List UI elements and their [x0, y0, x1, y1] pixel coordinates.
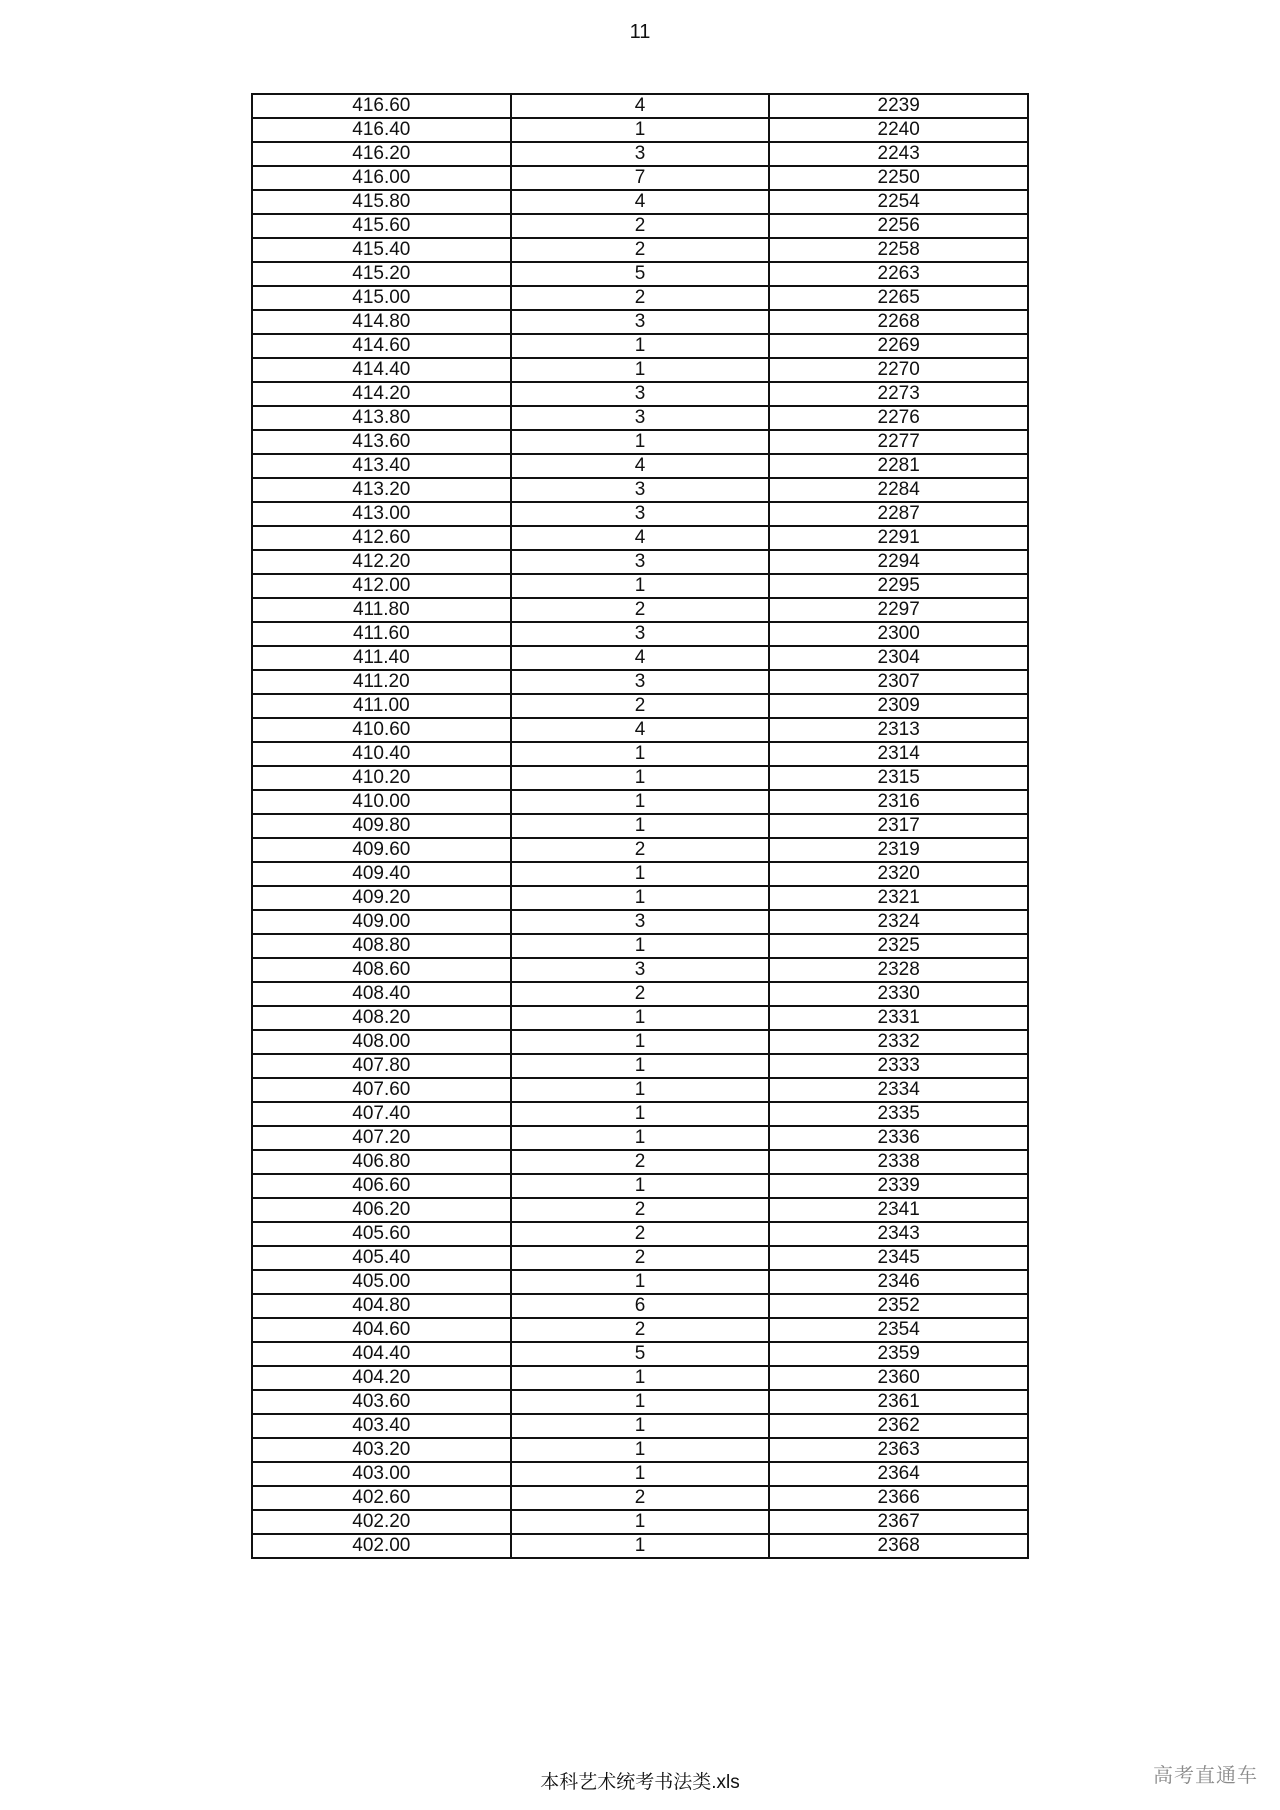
cumulative-cell: 2330	[769, 982, 1028, 1006]
score-cell: 412.00	[252, 574, 511, 598]
score-cell: 406.60	[252, 1174, 511, 1198]
score-cell: 416.20	[252, 142, 511, 166]
cumulative-cell: 2254	[769, 190, 1028, 214]
count-cell: 4	[511, 94, 770, 118]
count-cell: 1	[511, 814, 770, 838]
count-cell: 1	[511, 1534, 770, 1558]
table-row	[252, 982, 1028, 1006]
count-cell: 1	[511, 334, 770, 358]
score-cell: 402.20	[252, 1510, 511, 1534]
count-cell: 1	[511, 790, 770, 814]
table-row	[252, 142, 1028, 166]
cumulative-cell: 2338	[769, 1150, 1028, 1174]
table-row	[252, 694, 1028, 718]
table-row	[252, 622, 1028, 646]
score-cell: 409.20	[252, 886, 511, 910]
count-cell: 1	[511, 1054, 770, 1078]
score-cell: 404.60	[252, 1318, 511, 1342]
table-row	[252, 238, 1028, 262]
count-cell: 1	[511, 1078, 770, 1102]
table-row	[252, 166, 1028, 190]
cumulative-cell: 2276	[769, 406, 1028, 430]
count-cell: 2	[511, 838, 770, 862]
count-cell: 1	[511, 1414, 770, 1438]
score-cell: 415.80	[252, 190, 511, 214]
count-cell: 3	[511, 142, 770, 166]
count-cell: 3	[511, 502, 770, 526]
score-cell: 411.40	[252, 646, 511, 670]
count-cell: 1	[511, 574, 770, 598]
cumulative-cell: 2273	[769, 382, 1028, 406]
table-row	[252, 1414, 1028, 1438]
table-row	[252, 910, 1028, 934]
count-cell: 1	[511, 1462, 770, 1486]
table-row	[252, 1174, 1028, 1198]
score-cell: 408.80	[252, 934, 511, 958]
count-cell: 1	[511, 1030, 770, 1054]
count-cell: 4	[511, 718, 770, 742]
count-cell: 4	[511, 190, 770, 214]
score-cell: 415.00	[252, 286, 511, 310]
score-cell: 411.80	[252, 598, 511, 622]
score-cell: 411.20	[252, 670, 511, 694]
table-row	[252, 190, 1028, 214]
table-row	[252, 958, 1028, 982]
table-row	[252, 1462, 1028, 1486]
cumulative-cell: 2256	[769, 214, 1028, 238]
count-cell: 3	[511, 310, 770, 334]
table-row	[252, 430, 1028, 454]
cumulative-cell: 2304	[769, 646, 1028, 670]
cumulative-cell: 2367	[769, 1510, 1028, 1534]
count-cell: 2	[511, 1246, 770, 1270]
count-cell: 2	[511, 214, 770, 238]
cumulative-cell: 2295	[769, 574, 1028, 598]
cumulative-cell: 2313	[769, 718, 1028, 742]
table-row	[252, 934, 1028, 958]
cumulative-cell: 2331	[769, 1006, 1028, 1030]
count-cell: 1	[511, 766, 770, 790]
count-cell: 2	[511, 1198, 770, 1222]
score-cell: 409.40	[252, 862, 511, 886]
score-cell: 412.60	[252, 526, 511, 550]
count-cell: 1	[511, 1006, 770, 1030]
table-row	[252, 550, 1028, 574]
count-cell: 6	[511, 1294, 770, 1318]
cumulative-cell: 2281	[769, 454, 1028, 478]
score-cell: 406.20	[252, 1198, 511, 1222]
count-cell: 2	[511, 694, 770, 718]
score-cell: 408.60	[252, 958, 511, 982]
cumulative-cell: 2291	[769, 526, 1028, 550]
cumulative-cell: 2354	[769, 1318, 1028, 1342]
cumulative-cell: 2277	[769, 430, 1028, 454]
count-cell: 1	[511, 118, 770, 142]
table-row	[252, 526, 1028, 550]
score-cell: 410.60	[252, 718, 511, 742]
count-cell: 2	[511, 1150, 770, 1174]
score-cell: 415.20	[252, 262, 511, 286]
cumulative-cell: 2320	[769, 862, 1028, 886]
count-cell: 1	[511, 1366, 770, 1390]
cumulative-cell: 2361	[769, 1390, 1028, 1414]
score-cell: 405.60	[252, 1222, 511, 1246]
cumulative-cell: 2300	[769, 622, 1028, 646]
table-row	[252, 214, 1028, 238]
score-cell: 414.20	[252, 382, 511, 406]
cumulative-cell: 2328	[769, 958, 1028, 982]
table-row	[252, 1078, 1028, 1102]
score-cell: 407.80	[252, 1054, 511, 1078]
cumulative-cell: 2315	[769, 766, 1028, 790]
cumulative-cell: 2332	[769, 1030, 1028, 1054]
score-cell: 410.20	[252, 766, 511, 790]
count-cell: 4	[511, 646, 770, 670]
table-row	[252, 454, 1028, 478]
cumulative-cell: 2294	[769, 550, 1028, 574]
score-cell: 415.60	[252, 214, 511, 238]
score-cell: 414.80	[252, 310, 511, 334]
table-row	[252, 310, 1028, 334]
table-row	[252, 742, 1028, 766]
table-row	[252, 1006, 1028, 1030]
table-row	[252, 118, 1028, 142]
cumulative-cell: 2243	[769, 142, 1028, 166]
count-cell: 1	[511, 1270, 770, 1294]
cumulative-cell: 2333	[769, 1054, 1028, 1078]
score-cell: 413.80	[252, 406, 511, 430]
table-row	[252, 1030, 1028, 1054]
count-cell: 1	[511, 1510, 770, 1534]
score-cell: 414.60	[252, 334, 511, 358]
table-row	[252, 1342, 1028, 1366]
score-cell: 406.80	[252, 1150, 511, 1174]
table-row	[252, 1102, 1028, 1126]
count-cell: 1	[511, 1438, 770, 1462]
count-cell: 2	[511, 1318, 770, 1342]
table-row	[252, 838, 1028, 862]
cumulative-cell: 2364	[769, 1462, 1028, 1486]
table-row	[252, 718, 1028, 742]
count-cell: 1	[511, 886, 770, 910]
table-row	[252, 886, 1028, 910]
score-cell: 403.20	[252, 1438, 511, 1462]
cumulative-cell: 2362	[769, 1414, 1028, 1438]
score-cell: 409.80	[252, 814, 511, 838]
score-cell: 403.40	[252, 1414, 511, 1438]
score-cell: 403.00	[252, 1462, 511, 1486]
table-row	[252, 1054, 1028, 1078]
cumulative-cell: 2352	[769, 1294, 1028, 1318]
score-cell: 405.40	[252, 1246, 511, 1270]
cumulative-cell: 2339	[769, 1174, 1028, 1198]
table-row	[252, 1222, 1028, 1246]
cumulative-cell: 2309	[769, 694, 1028, 718]
score-cell: 407.20	[252, 1126, 511, 1150]
count-cell: 1	[511, 934, 770, 958]
score-cell: 413.60	[252, 430, 511, 454]
score-cell: 415.40	[252, 238, 511, 262]
count-cell: 3	[511, 406, 770, 430]
count-cell: 2	[511, 238, 770, 262]
score-cell: 407.40	[252, 1102, 511, 1126]
score-cell: 411.60	[252, 622, 511, 646]
table-row	[252, 1390, 1028, 1414]
table-body	[252, 94, 1028, 1558]
cumulative-cell: 2325	[769, 934, 1028, 958]
cumulative-cell: 2269	[769, 334, 1028, 358]
score-cell: 413.20	[252, 478, 511, 502]
table-row	[252, 334, 1028, 358]
score-cell: 411.00	[252, 694, 511, 718]
table-row	[252, 598, 1028, 622]
table-row	[252, 670, 1028, 694]
count-cell: 2	[511, 1222, 770, 1246]
cumulative-cell: 2314	[769, 742, 1028, 766]
cumulative-cell: 2250	[769, 166, 1028, 190]
cumulative-cell: 2366	[769, 1486, 1028, 1510]
cumulative-cell: 2270	[769, 358, 1028, 382]
cumulative-cell: 2268	[769, 310, 1028, 334]
count-cell: 2	[511, 286, 770, 310]
cumulative-cell: 2363	[769, 1438, 1028, 1462]
count-cell: 7	[511, 166, 770, 190]
score-cell: 410.00	[252, 790, 511, 814]
count-cell: 1	[511, 1390, 770, 1414]
table-row	[252, 1510, 1028, 1534]
table-row	[252, 262, 1028, 286]
table-row	[252, 1438, 1028, 1462]
count-cell: 1	[511, 862, 770, 886]
score-distribution-table	[251, 93, 1029, 1559]
cumulative-cell: 2324	[769, 910, 1028, 934]
score-cell: 405.00	[252, 1270, 511, 1294]
table-row	[252, 286, 1028, 310]
table-row	[252, 1198, 1028, 1222]
table-row	[252, 1270, 1028, 1294]
score-cell: 408.00	[252, 1030, 511, 1054]
count-cell: 3	[511, 670, 770, 694]
count-cell: 2	[511, 598, 770, 622]
score-cell: 408.20	[252, 1006, 511, 1030]
cumulative-cell: 2334	[769, 1078, 1028, 1102]
table-row	[252, 358, 1028, 382]
cumulative-cell: 2239	[769, 94, 1028, 118]
count-cell: 1	[511, 430, 770, 454]
score-cell: 407.60	[252, 1078, 511, 1102]
count-cell: 1	[511, 358, 770, 382]
cumulative-cell: 2343	[769, 1222, 1028, 1246]
count-cell: 3	[511, 622, 770, 646]
table-row	[252, 574, 1028, 598]
score-cell: 416.60	[252, 94, 511, 118]
count-cell: 4	[511, 526, 770, 550]
cumulative-cell: 2360	[769, 1366, 1028, 1390]
score-cell: 404.80	[252, 1294, 511, 1318]
score-cell: 409.60	[252, 838, 511, 862]
cumulative-cell: 2345	[769, 1246, 1028, 1270]
table-row	[252, 382, 1028, 406]
cumulative-cell: 2336	[769, 1126, 1028, 1150]
score-cell: 416.00	[252, 166, 511, 190]
table-row	[252, 1246, 1028, 1270]
page-number: 11	[629, 21, 651, 43]
cumulative-cell: 2341	[769, 1198, 1028, 1222]
table-row	[252, 790, 1028, 814]
cumulative-cell: 2321	[769, 886, 1028, 910]
cumulative-cell: 2359	[769, 1342, 1028, 1366]
cumulative-cell: 2335	[769, 1102, 1028, 1126]
count-cell: 1	[511, 1126, 770, 1150]
score-cell: 413.40	[252, 454, 511, 478]
table-row	[252, 94, 1028, 118]
table-row	[252, 1126, 1028, 1150]
score-cell: 414.40	[252, 358, 511, 382]
score-cell: 408.40	[252, 982, 511, 1006]
score-cell: 404.20	[252, 1366, 511, 1390]
count-cell: 3	[511, 478, 770, 502]
cumulative-cell: 2258	[769, 238, 1028, 262]
cumulative-cell: 2307	[769, 670, 1028, 694]
cumulative-cell: 2317	[769, 814, 1028, 838]
cumulative-cell: 2316	[769, 790, 1028, 814]
count-cell: 1	[511, 1174, 770, 1198]
score-cell: 409.00	[252, 910, 511, 934]
count-cell: 2	[511, 982, 770, 1006]
watermark: 高考直通车	[1153, 1765, 1258, 1787]
count-cell: 3	[511, 910, 770, 934]
table-row	[252, 1534, 1028, 1558]
table-row	[252, 646, 1028, 670]
score-cell: 416.40	[252, 118, 511, 142]
cumulative-cell: 2368	[769, 1534, 1028, 1558]
cumulative-cell: 2297	[769, 598, 1028, 622]
cumulative-cell: 2240	[769, 118, 1028, 142]
table-row	[252, 1150, 1028, 1174]
table-row	[252, 1366, 1028, 1390]
score-cell: 404.40	[252, 1342, 511, 1366]
count-cell: 2	[511, 1486, 770, 1510]
count-cell: 4	[511, 454, 770, 478]
count-cell: 3	[511, 958, 770, 982]
count-cell: 1	[511, 742, 770, 766]
cumulative-cell: 2287	[769, 502, 1028, 526]
table-row	[252, 502, 1028, 526]
table-row	[252, 766, 1028, 790]
count-cell: 3	[511, 382, 770, 406]
table-row	[252, 478, 1028, 502]
table-row	[252, 1486, 1028, 1510]
cumulative-cell: 2284	[769, 478, 1028, 502]
score-cell: 402.00	[252, 1534, 511, 1558]
count-cell: 5	[511, 1342, 770, 1366]
cumulative-cell: 2263	[769, 262, 1028, 286]
table-row	[252, 862, 1028, 886]
score-cell: 413.00	[252, 502, 511, 526]
cumulative-cell: 2319	[769, 838, 1028, 862]
cumulative-cell: 2265	[769, 286, 1028, 310]
table-row	[252, 1318, 1028, 1342]
table-row	[252, 814, 1028, 838]
score-cell: 403.60	[252, 1390, 511, 1414]
count-cell: 1	[511, 1102, 770, 1126]
cumulative-cell: 2346	[769, 1270, 1028, 1294]
score-cell: 410.40	[252, 742, 511, 766]
score-cell: 412.20	[252, 550, 511, 574]
footer-filename: 本科艺术统考书法类.xls	[540, 1772, 740, 1793]
table-row	[252, 1294, 1028, 1318]
table-row	[252, 406, 1028, 430]
count-cell: 5	[511, 262, 770, 286]
count-cell: 3	[511, 550, 770, 574]
score-cell: 402.60	[252, 1486, 511, 1510]
